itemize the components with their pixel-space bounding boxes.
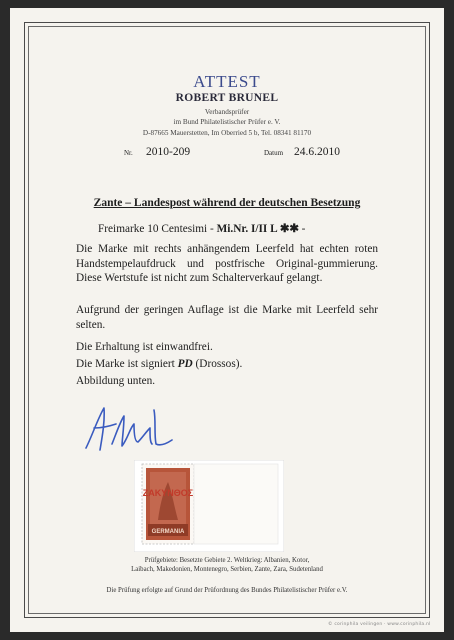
certificate-sheet	[10, 8, 444, 632]
paragraph-condition: Die Erhaltung ist einwandfrei.	[76, 341, 213, 353]
examiner-signature	[80, 398, 190, 458]
scope-line-1: Prüfgebiete: Besetzte Gebiete 2. Weltkrieg: Albanien, Kotor,	[144, 557, 310, 564]
nr-label: Nr.	[124, 149, 133, 157]
certificate-title: ATTEST	[193, 72, 261, 91]
examiner-association: im Bund Philatelistischer Prüfer e. V.	[173, 118, 281, 126]
stamp-description	[98, 222, 305, 235]
signed-suffix: (Drossos).	[192, 358, 243, 370]
examiner-role: Verbandsprüfer	[204, 108, 250, 116]
blank-field	[194, 464, 278, 544]
stamp-overprint: ΖΑΚΥΝΘΟΣ	[142, 488, 194, 498]
stamp-country-text: GERMANIA	[151, 529, 185, 535]
signed-prefix: Die Marke ist signiert	[76, 358, 178, 370]
paragraph-description: Die Marke mit rechts anhängendem Leerfeld hat echten roten Handstempelaufdruck und postfrische Original-gummierung. Diese Wertstufe ist nicht zum Schalterverkauf gelangt.	[76, 243, 378, 284]
section-heading: Zante – Landespost während der deutschen Besetzung	[93, 197, 361, 209]
stamp-suffix: -	[298, 223, 306, 235]
stamp-prefix: Freimarke 10 Centesimi -	[98, 223, 217, 235]
rules-text: Die Prüfung erfolgte auf Grund der Prüfordnung des Bundes Philatelistischer Prüfer e.V.	[106, 587, 348, 594]
examiner-name: ROBERT BRUNEL	[175, 92, 279, 104]
copyright-text: © corinphila veilingen · www.corinphila.nl	[328, 622, 431, 627]
scope-text	[10, 556, 444, 574]
scope-line-2: Laibach, Makedonien, Montenegro, Serbien, Zante, Zara, Sudetenland	[131, 566, 323, 573]
paragraph-illustration: Abbildung unten.	[76, 375, 156, 387]
stamp-image	[134, 460, 284, 552]
certificate-number: 2010-209	[146, 146, 191, 158]
catalog-number: Mi.Nr. I/II L ✱✱	[216, 223, 299, 235]
paragraph-signature	[76, 357, 378, 372]
signed-mark: PD	[177, 358, 193, 370]
date-label: Datum	[264, 149, 284, 157]
paragraph-rarity: Aufgrund der geringen Auflage ist die Marke mit Leerfeld sehr selten.	[76, 304, 378, 331]
certificate-date: 24.6.2010	[294, 146, 340, 158]
examiner-address: D-87665 Mauerstetten, Im Oberried 5 b, Tel. 08341 81170	[142, 129, 312, 137]
